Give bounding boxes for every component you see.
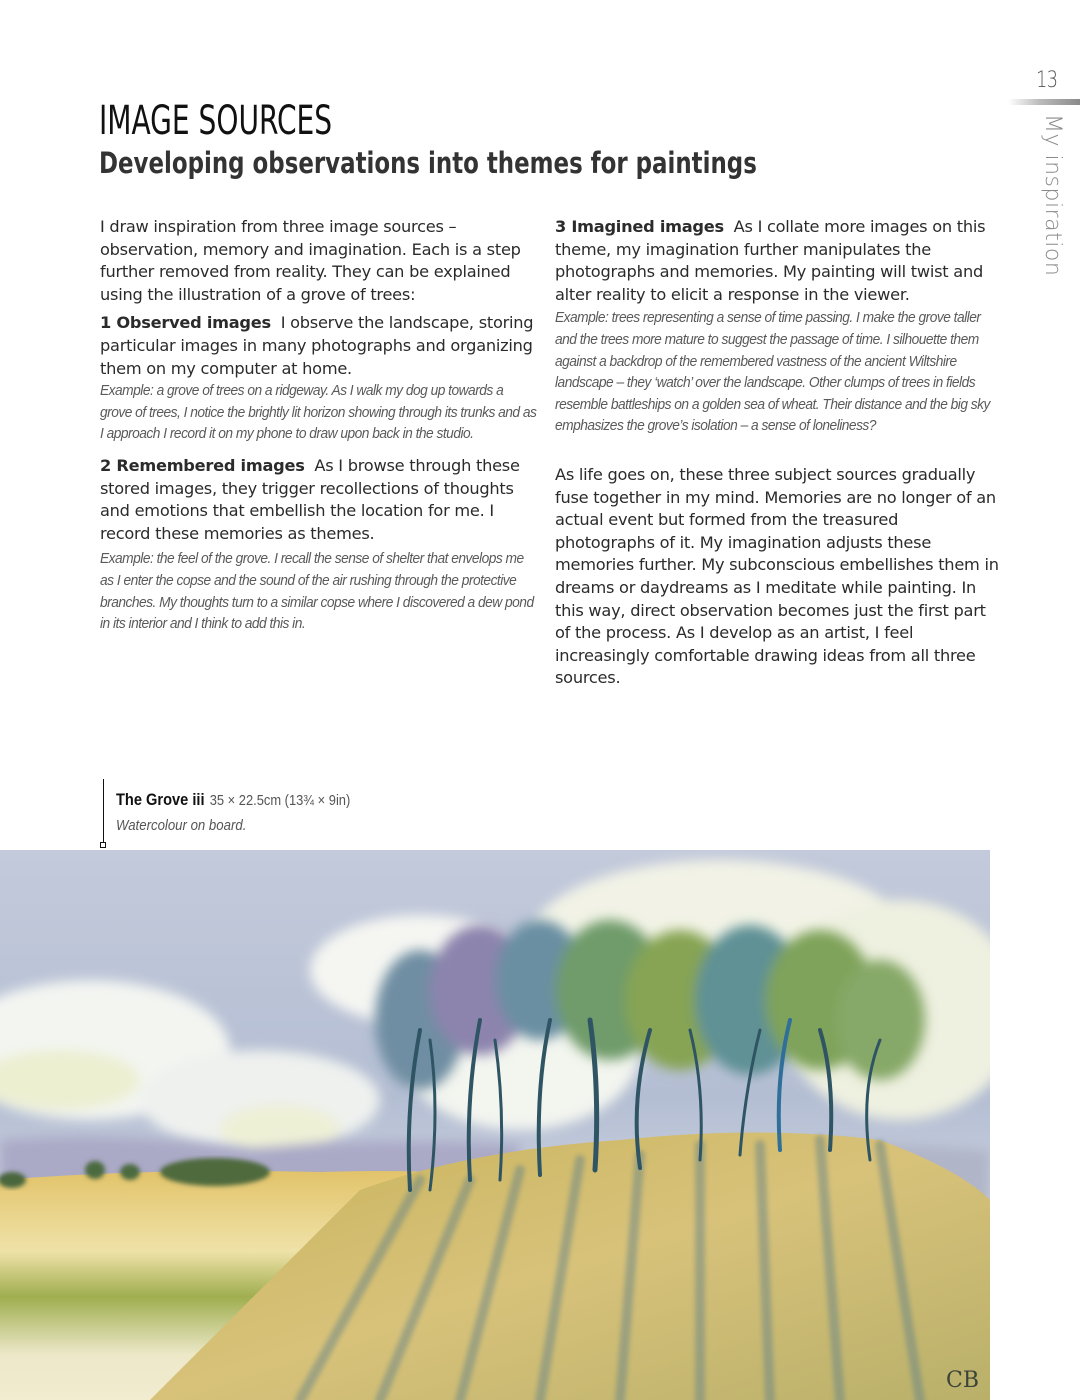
caption-title: The Grove iii: [116, 790, 205, 809]
left-column: [100, 216, 540, 636]
source-1-example: Example: a grove of trees on a ridgeway. As I walk my dog up towards a grove of trees, I notice the brightly lit horizon showing through its trunks and as I approach I record it on my phone to draw upon back in the studio.: [100, 383, 537, 443]
source-3-paragraph: [555, 216, 995, 306]
caption: [116, 790, 350, 810]
right-column: [555, 216, 995, 438]
artist-signature: CB: [946, 1368, 979, 1393]
source-1-heading: 1 Observed images: [100, 313, 271, 333]
source-2-example: Example: the feel of the grove. I recall the sense of shelter that envelops me as I enter the copse and the sound of the air rushing through the protective branches. My thoughts turn to a similar copse where I discovered a dew pond in its interior and I think to add this in.: [100, 551, 534, 633]
source-3-heading: 3 Imagined images: [555, 217, 724, 236]
caption-dimensions: 35 × 22.5cm (13¾ × 9in): [209, 792, 351, 809]
caption-medium: Watercolour on board.: [116, 817, 247, 834]
source-1-paragraph: [100, 312, 540, 380]
source-3-example: Example: trees representing a sense of time passing. I make the grove taller and the trees more mature to suggest the passage of time. I silhouette them against a backdrop of the remembered vastness of the ancient Wiltshire landscape – they ‘watch’ over the landscape. Other clumps of trees in fields resemble battleships on a golden sea of wheat. Their distance and the big sky emphasizes the grove’s isolation – a sense of loneliness?: [555, 310, 990, 435]
source-1-text: I observe the landscape, storing particular images in many photographs and organizing them on my computer at home.: [100, 313, 534, 378]
caption-leader-line: [103, 779, 104, 842]
painting-the-grove: [0, 850, 990, 1400]
source-2-paragraph: [100, 455, 540, 545]
caption-marker: [100, 842, 106, 848]
watercolour-painting: [0, 850, 990, 1400]
page-title: IMAGE SOURCES: [99, 98, 333, 144]
source-2-text: As I browse through these stored images, they trigger recollections of thoughts and emotions that embellish the location for me. I record these memories as themes.: [100, 455, 520, 543]
closing-paragraph: As life goes on, these three subject sources gradually fuse together in my mind. Memories are no longer of an actual event but formed from the treasured photographs of it. My imagination adjusts these memories further. My subconscious embellishes them in dreams or daydreams as I meditate while painting. In this way, direct observation becomes just the first part of the process. As I develop as an artist, I feel increasingly comfortable drawing ideas from all three sources.: [555, 465, 999, 688]
source-3-text: As I collate more images on this theme, my imagination further manipulates the photographs and memories. My painting will twist and alter reality to elicit a response in the viewer.: [555, 217, 986, 304]
source-2-heading: 2 Remembered images: [100, 455, 305, 475]
header-rule: [1008, 99, 1080, 105]
intro-paragraph: I draw inspiration from three image sources – observation, memory and imagination. Each is a step further removed from reality. They can be explained using the illustration of a grove of trees:: [100, 217, 521, 304]
section-label: My inspiration: [1040, 114, 1065, 277]
page-subtitle: Developing observations into themes for paintings: [99, 146, 757, 180]
page-number: 13: [1036, 68, 1058, 93]
